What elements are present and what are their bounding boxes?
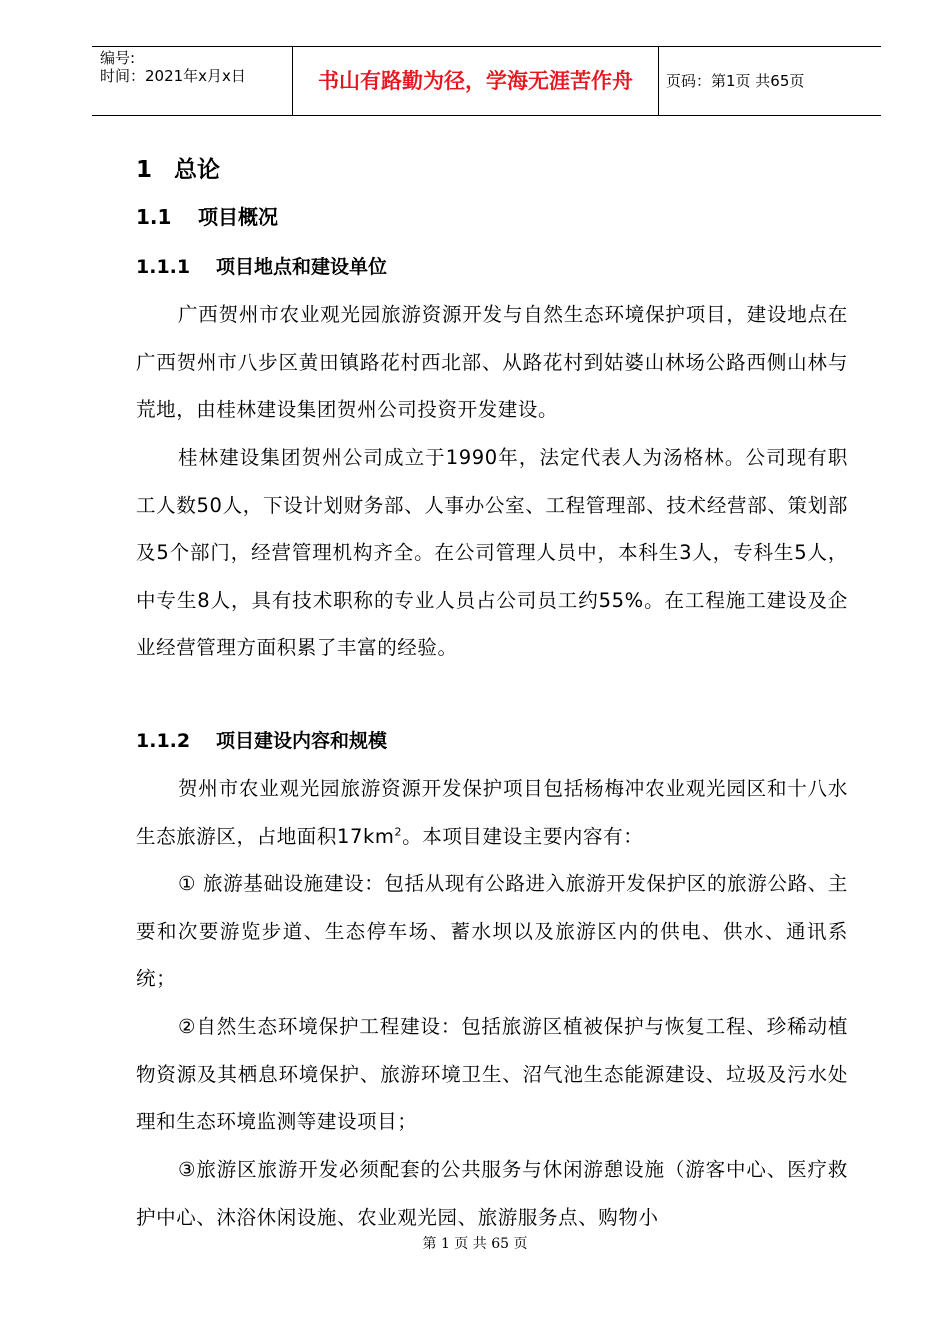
- section-number: 1: [136, 157, 153, 183]
- header-motto: 书山有路勤为径，学海无涯苦作舟: [318, 69, 633, 93]
- paragraph-scope: [136, 765, 848, 860]
- paragraph-company: 桂林建设集团贺州公司成立于1990年，法定代表人为汤格林。公司现有职工人数50人，下设计划财务部、人事办公室、工程管理部、技术经营部、策划部及5个部门，经营管理机构齐全。在公司管理人员中，本科生3人，专科生5人，中专生8人，具有技术职称的专业人员占公司员工约55%。在工程施工建设及企业经营管理方面积累了丰富的经验。: [136, 446, 848, 659]
- page-footer: 第 1 页 共 65 页: [422, 1236, 528, 1252]
- section-title: 项目地点和建设单位: [216, 256, 388, 278]
- section-number: 1.1.2: [136, 730, 191, 752]
- area-superscript: 2: [394, 825, 403, 838]
- section-heading-1: [136, 154, 220, 186]
- section-heading-1-1: [136, 202, 278, 232]
- list-item-services: ③旅游区旅游开发必须配套的公共服务与休闲游憩设施（游客中心、医疗救护中心、沐浴休闲设施、农业观光园、旅游服务点、购物小: [136, 1158, 848, 1229]
- scope-text: 贺州市农业观光园旅游资源开发保护项目包括杨梅冲农业观光园区和十八水生态旅游区，占地面积17km: [136, 777, 848, 848]
- page-header: [92, 46, 881, 116]
- paragraph-location: 广西贺州市农业观光园旅游资源开发与自然生态环境保护项目，建设地点在广西贺州市八步区黄田镇路花村西北部、从路花村到姑婆山林场公路西侧山林与荒地，由桂林建设集团贺州公司投资开发建设。: [136, 303, 848, 421]
- section-number: 1.1.1: [136, 256, 191, 278]
- section-number: 1.1: [136, 205, 172, 229]
- section-title: 项目建设内容和规模: [216, 730, 388, 752]
- header-divider: [658, 47, 659, 115]
- header-page-number: 页码：第1页 共65页: [666, 72, 805, 90]
- time-label: 时间：2021年x月x日: [100, 67, 246, 85]
- scope-text-end: 。本项目建设主要内容有：: [402, 824, 644, 848]
- section-heading-1-1-1: [136, 252, 387, 282]
- doc-number-label: 编号:: [100, 49, 136, 67]
- section-title: 总论: [174, 157, 220, 183]
- header-meta: [100, 47, 288, 115]
- section-heading-1-1-2: [136, 726, 387, 756]
- section-title: 项目概况: [198, 205, 278, 229]
- list-item-ecology: ②自然生态环境保护工程建设：包括旅游区植被保护与恢复工程、珍稀动植物资源及其栖息环境保护、旅游环境卫生、沼气池生态能源建设、垃圾及污水处理和生态环境监测等建设项目；: [136, 1015, 848, 1133]
- list-item-infrastructure: ① 旅游基础设施建设：包括从现有公路进入旅游开发保护区的旅游公路、主要和次要游览步道、生态停车场、蓄水坝以及旅游区内的供电、供水、通讯系统；: [136, 872, 848, 990]
